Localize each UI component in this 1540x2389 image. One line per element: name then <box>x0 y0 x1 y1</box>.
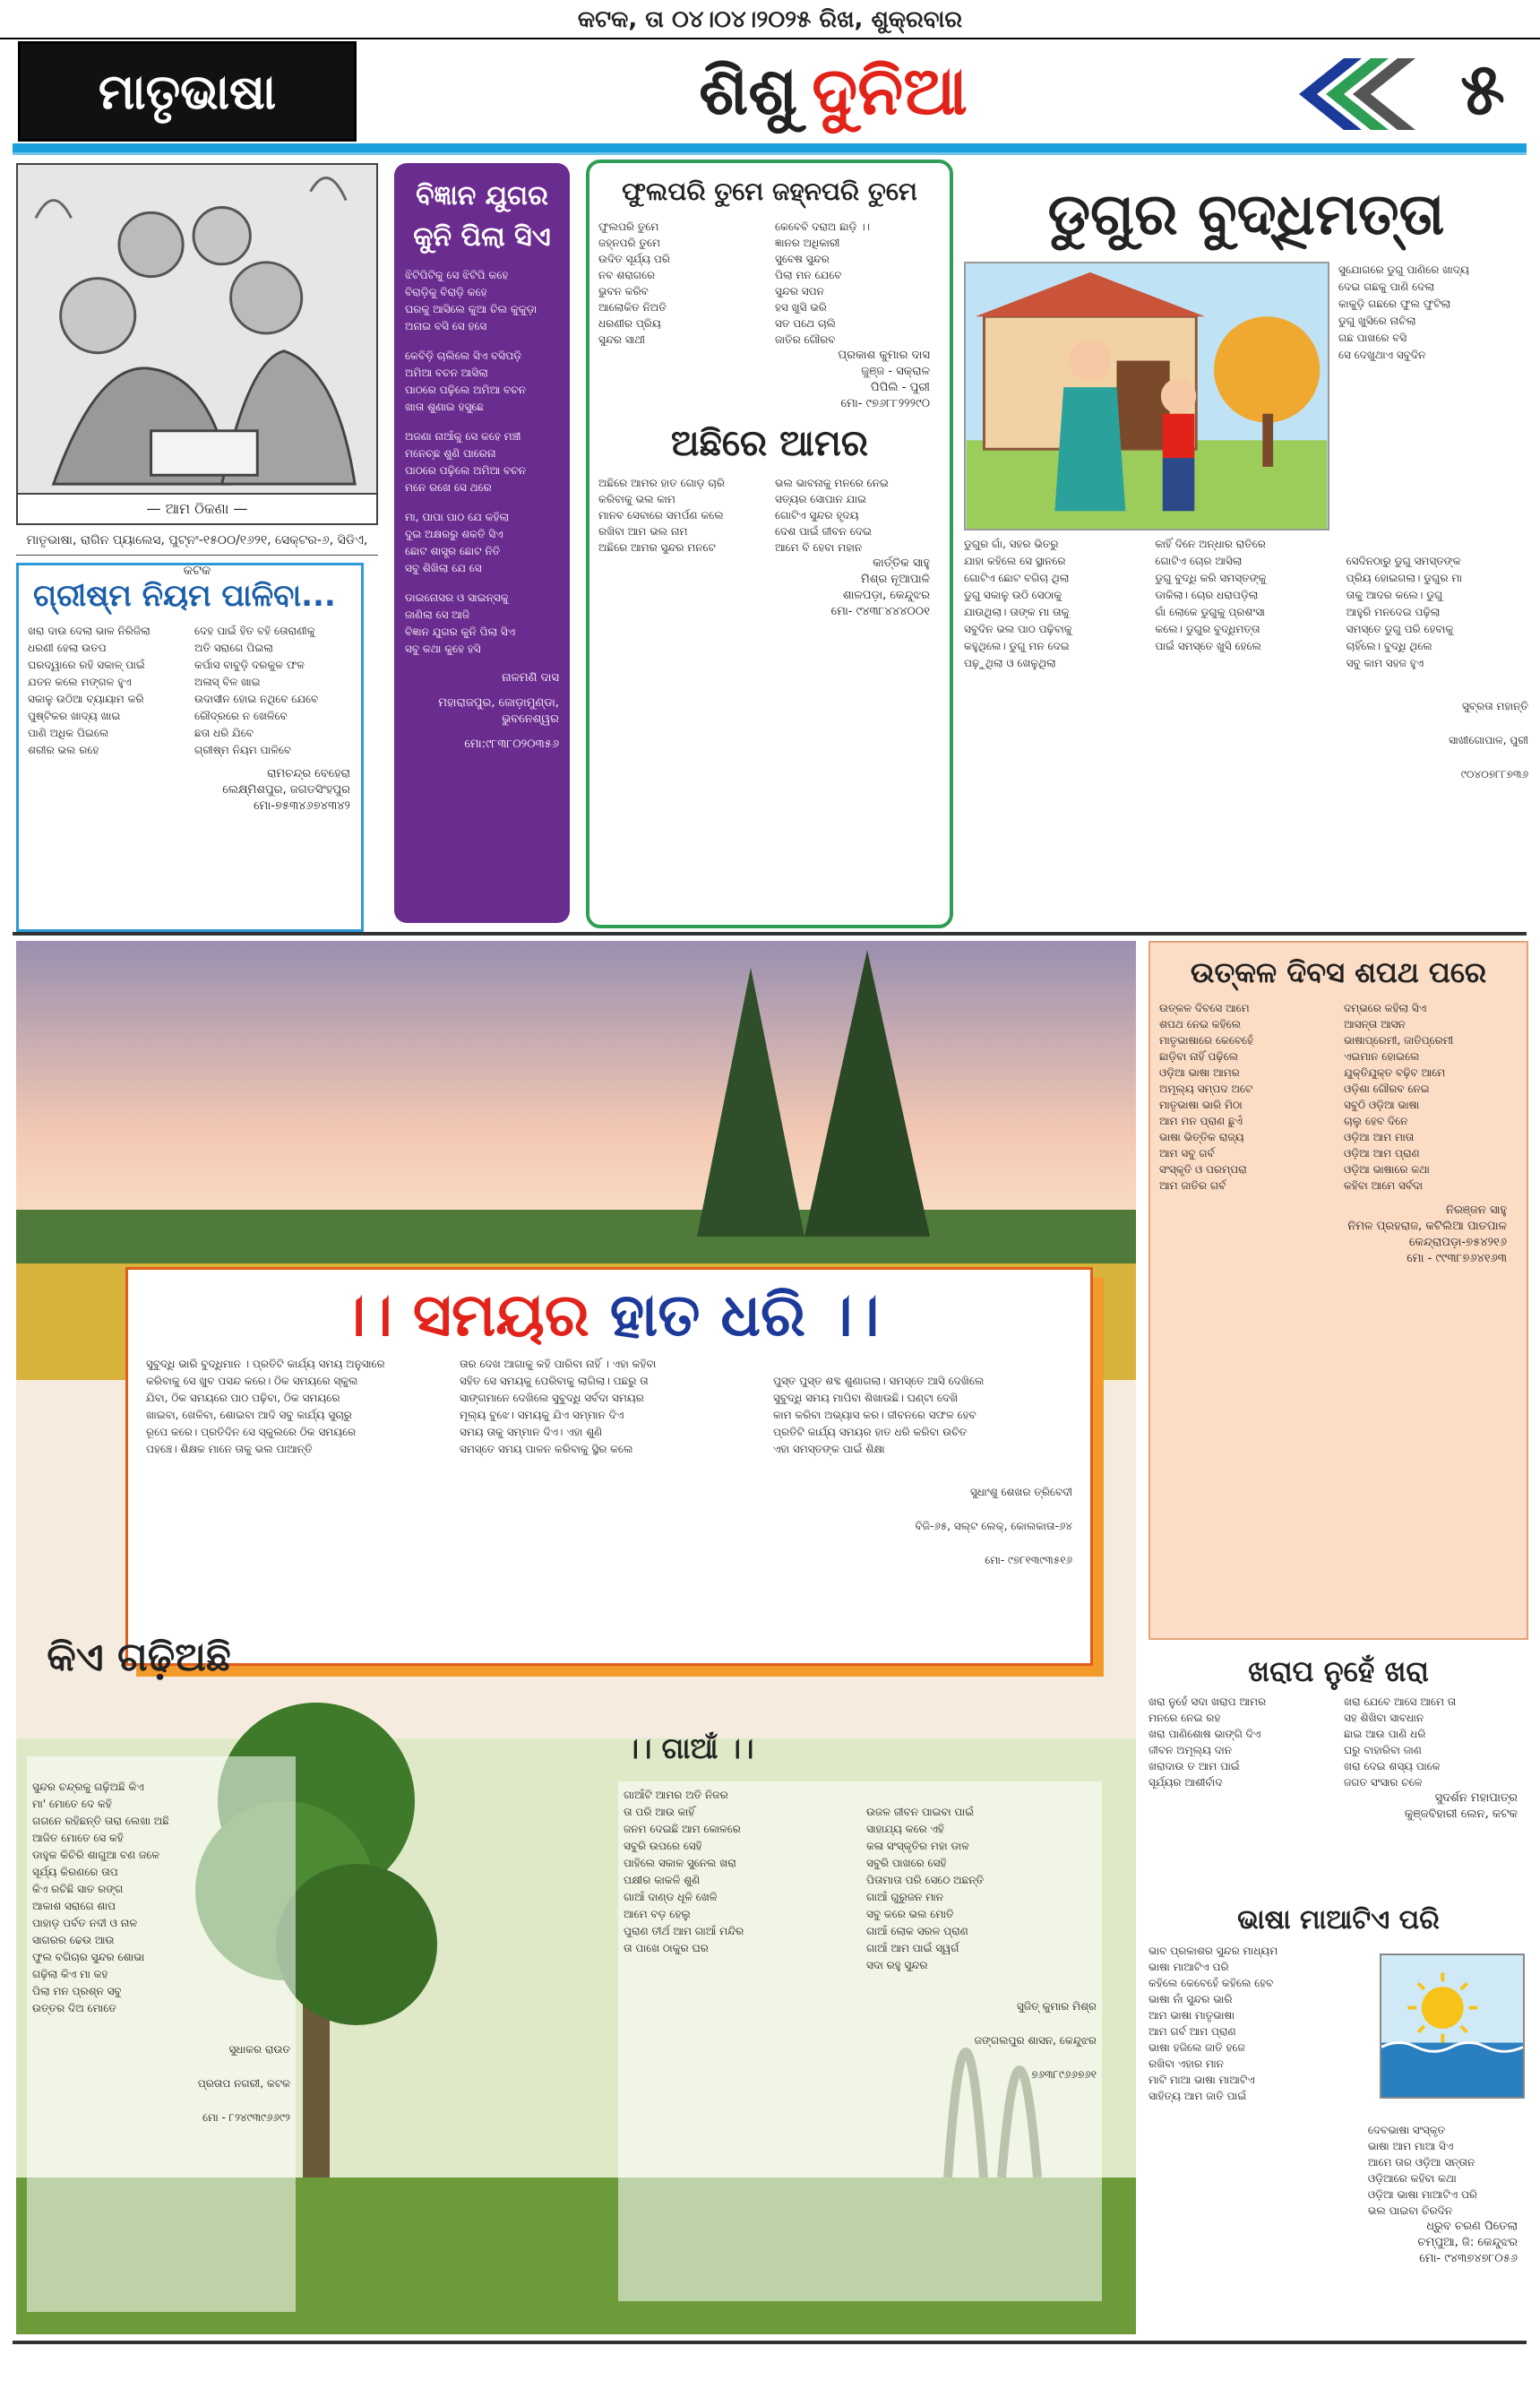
top-divider <box>13 143 1527 152</box>
bhasa-phone: ମୋ- ୯୪୩୭୪୭୮୦୫୬ <box>1419 2252 1518 2265</box>
dugur-phone: ୯୦୪୦୭୮୮୭୩୬ <box>1460 768 1528 781</box>
samaya-phone: ମୋ- ୯୭୮୧୩୯୩୫୧୬ <box>985 1554 1072 1566</box>
gaan-author: ସୁଜିତ୍ କୁମାର ମିଶ୍ର <box>1017 2000 1097 2013</box>
bigyan-stanza-5: ଡାଇନୋସର ଓ ସାଇନ୍ସକୁ ଜାଣିଲା ସେ ଆଜି ବିଜ୍ଞାନ ଯୁଗର କୁନି ପିଲା ସିଏ ସବୁ କଥା କୁହେ ହସି <box>405 591 516 655</box>
bhasa-place: ଚମ୍ପୁଆ, ଜି: କେନ୍ଦୁଝର <box>1417 2236 1518 2249</box>
samaya-title-part-b: ହାତ ଧରି ।। <box>609 1281 880 1350</box>
utkal-place-2: କେନ୍ଦ୍ରାପଡ଼ା-୭୫୪୨୧୬ <box>1408 1236 1507 1249</box>
dugur-col-3-text: ସେଦିନଠାରୁ ଡୁଗୁ ସମସ୍ତଙ୍କ ପ୍ରିୟ ହୋଇଗଲା। ଡୁଗୁର ମା ତାକୁ ଆଦର କଲେ। ଡୁଗୁ ଆହୁରି ମନଦେଇ ପଢ଼ିଲା ସମସ୍ତେ ଡୁଗୁ ପରି ହେବାକୁ ଚାହିଁଲେ। ବୁଦ୍ଧି ଥିଲେ ସବୁ କାମ ସହଜ ହୁଏ <box>1346 555 1462 669</box>
grishma-col-1: ଖରା ଦାଉ ଦେଲା ଭାଳ ନିରିଜିଲା ଧରଣୀ ହେଲା ଉତପ ଘରଦ୍ୱାରେ ରହି ସକାଳ୍ ପାଇଁ ଯତନ କଲେ ମଙ୍ଗଳ ହୁଏ ସକାଳୁ ଉଠିଆ ବ୍ୟାୟାମ କରି ପୁଷ୍ଟିକର ଖାଦ୍ୟ ଖାଇ ପାଣି ଅଧିକ ପିଇଲେ ଶରୀର ଭଲ ରହେ <box>28 625 151 756</box>
bhasa-author: ଧ୍ରୁବ ଚରଣ ପିତେଲା <box>1426 2220 1518 2233</box>
bottom-divider <box>13 2341 1527 2344</box>
mother-child-illustration <box>964 262 1329 530</box>
samaya-col-2: ତାର ଦେଖ ଆଗାକୁ କହି ପାରିବା ନାହିଁ । ଏହା କହିବା ସହିତ ସେ ସମୟକୁ ପେରିବାକୁ ଲାଗିଲା। ପଛରୁ ତା ସାଙ୍ଗମାନେ ଦେଖିଲେ ସୁବୁଦ୍ଧି ସର୍ବଦା ସମୟର ମୂଲ୍ୟ ବୁଝେ। ସମୟକୁ ଯିଏ ସମ୍ମାନ ଦିଏ ସମୟ ତାକୁ ସମ୍ମାନ ଦିଏ। ଏହା ଶୁଣି ସମସ୍ତେ ସମୟ ପାଳନ କରିବାକୁ ସ୍ଥିର କଲେ <box>460 1358 657 1455</box>
bigyan-title: ବିଜ୍ଞାନ ଯୁଗର କୁନି ପିଲା ସିଏ <box>413 180 551 253</box>
grishma-place: ଲେକ୍ଷ୍ମିଶପୁର, ଜଗତସିଂହପୁର <box>222 783 350 797</box>
samaya-title <box>128 1275 1090 1356</box>
dugur-col-3 <box>1346 536 1528 921</box>
phul-col-2: କେବେବି ଦରାଅ ଛାଡ଼ି ।। ଜ୍ଞାନର ଅଧିକାରୀ ସୁବେଷ ସୁନ୍ଦର ପିଲା ମନ ଯେବେ ସୁନ୍ଦର ସପନ ହସ ଖୁସି ଭରି ସତ ପଥେ ଚାଲି ଜାତିର ଗୌରବ <box>775 220 871 346</box>
samaya-title-part-a: ।। ସମୟର <box>339 1281 589 1350</box>
dugur-author: ସୁବ୍ରତା ମହାନ୍ତି <box>1461 700 1528 712</box>
top-divider-thin <box>13 152 1527 155</box>
bigyan-stanza-2: କେବିଡ଼ି ଚାଲିଲେ ସିଏ ବସିପଡ଼ି ଅମିଆ ବଚନ ଆସିଲା ପାଠରେ ପଢ଼ିଲେ ଅମିଆ ବଚନ ଖାତା ଶୁଣାଇ ହସୁଛେ <box>405 349 527 413</box>
section-title <box>618 41 1048 142</box>
kie-poem-title: କିଏ ଗଢ଼ିଅଛି <box>47 1634 231 1680</box>
dugur-col-2: କାହିଁ ଦିନେ ଅନ୍ଧାର ରାତିରେ ଗୋଟିଏ ଚୋର ଆସିଲା ଡୁଗୁ ବୁଦ୍ଧି କରି ସମସ୍ତଙ୍କୁ ଡାକିଲା। ଚୋର ଧରାପଡ଼ିଲା ଗାଁ ଲୋକେ ଡୁଗୁକୁ ପ୍ରଶଂସା କଲେ। ଡୁଗୁର ବୁଦ୍ଧିମତ୍ତା ପାଇଁ ସମସ୍ତେ ଖୁସି ହେଲେ <box>1155 538 1267 652</box>
dugur-place: ସାଖୀଗୋପାଳ, ପୁରୀ <box>1449 734 1528 746</box>
kie-author: ସୁଧାକର ରାଉତ <box>228 2043 290 2056</box>
utkal-col-2: ଦମ୍ଭରେ କହିଲା ସିଏ ଆସନ୍ତା ଆସନ ଭାଷାପ୍ରେମୀ, ଜାତିପ୍ରେମୀ ଏଇମାନ ହୋଇଲେ ଯୁକ୍ତିଯୁକ୍ତ ବଢ଼ିବ ଆମେ ଓଡ଼ିଶା ଗୌରବ ନେଇ ସବୁଠି ଓଡ଼ିଆ ଭାଷା ଚାଲୁ ହେବ ଦିନେ ଓଡ଼ିଆ ଆମ ମାତା ଓଡ଼ିଆ ଆମ ପ୍ରାଣ ଓଡ଼ିଆ ଭାଷାରେ କଥା କହିବା ଆମେ ସର୍ବଦା <box>1344 1002 1454 1192</box>
children-sketch-illustration <box>16 163 378 495</box>
dugur-col-1: ଡୁଗୁର ଗାଁ, ସହର ଭିତରୁ ଯାହା କହିଲେ ସେ ସ୍ଥାନରେ ଗୋଟିଏ ଛୋଟ ବଗିଚା ଥିଲା ଡୁଗୁ ସକାଳୁ ଉଠି ସେଠାକୁ ଯାଉଥିଲା। ତାଙ୍କ ମା ତାକୁ ସବୁଦିନ ଭଲ ପାଠ ପଢ଼ିବାକୁ କହୁଥିଲେ। ଡୁଗୁ ମନ ଦେଇ ପଢ଼ୁଥିଲା ଓ ଖେଳୁଥିଲା <box>964 538 1072 669</box>
chevron-logo-icon <box>1281 54 1424 134</box>
achhire-col-1: ଅଛିରେ ଆମର ହାତ ଗୋଡ଼ ଚାରି କରିବାକୁ ଭଲ କାମ ମାନବ ସେବାରେ ସମର୍ପଣ କଲେ ରଖିବା ଆମ ଭଲ ନାମ ଅଛିରେ ଆମର ସୁନ୍ଦର ମନଟେ <box>598 477 725 554</box>
achhire-title: ଅଛିରେ ଆମର <box>670 423 869 464</box>
dugur-story-body <box>964 536 1528 921</box>
address-caption: — ଆମ ଠିକଣା — <box>16 495 378 525</box>
gaan-place: ଜଙ୍ଗଲପୁର ଶାସନ, କେନ୍ଦୁଝର <box>974 2034 1097 2047</box>
samaya-col-3 <box>773 1356 1072 1586</box>
phul-col-1: ଫୁଲପରି ତୁମେ ଜହ୍ନପରି ତୁମେ ଉଦିତ ସୂର୍ଯ୍ୟ ପରି ନବ ଶରାଗରେ ଭୁବନ କରିବ ଆଲୋକିତ ନିଅତି ଧରଣୀର ପ୍ରିୟ ସୁନ୍ଦର ସାଥୀ <box>598 220 670 346</box>
samaya-col-3-text: ପୁସ୍ତ ପୁସ୍ତ ଶବ୍ଦ ଶୁଣାଗଲା। ସମସ୍ତେ ଆସି ଦେଖିଲେ ସୁବୁଦ୍ଧି ସମୟ ମାପିବା ଶିଖାଉଛି। ଘଣ୍ଟା ଦେଖି କାମ କରିବା ଅଭ୍ୟାସ କର। ଜୀବନରେ ସଫଳ ହେବ ପ୍ରତିଟି କାର୍ଯ୍ୟ ସମୟର ହାତ ଧରି କରିବା ଉଚିତ ଏହା ସମସ୍ତଙ୍କ ପାଇଁ ଶିକ୍ଷା <box>773 1375 985 1455</box>
bigyan-stanza-3: ଅଜଣା ନାଆଁକୁ ସେ କହେ ମଞ୍ଚୀ ମନେଚ୍ଛ ଶୁଣି ପାରେନା ପାଠରେ ପଢ଼ିଲେ ଅମିଆ ବଚନ ମନେ ରଖେ ସେ ଥରେ <box>405 430 527 494</box>
address-text: ମାତୃଭାଷା, ରାଗିନ ପ୍ୟାଲେସ, ପୁଟ୍‌ନଂ-୧୫୦୦/୧୬୨୧, ସେକ୍ଟର-୬, ସିଡିଏ, କଟକ <box>16 525 378 556</box>
section-title-part-b: ଦୁନିଆ <box>812 52 968 130</box>
gaan-phone: ୭୬୩୮୯୬୬୭୬୧ <box>1031 2068 1097 2081</box>
samaya-author: ସୁଧାଂଶୁ ଶେଖର ତ୍ରିବେଦୀ <box>969 1486 1072 1498</box>
phul-place: ଜୁଞ୍ଜ - ସକ୍‌ରାଳ <box>861 365 930 378</box>
bhasa-col-2: ଦେବଭାଷା ସଂସ୍କୃତ ଭାଷା ଆମ ମାଆ ସିଏ ଆମେ ତାର ଓଡ଼ିଆ ସନ୍ତାନ ଓଡ଼ିଆରେ କହିବା କଥା ଓଡ଼ିଆ ଭାଷା ମାଆଟିଏ ପରି ଭଲ ପାଇବା ଚିରଦିନ <box>1367 2124 1478 2217</box>
grishma-phone: ମୋ-୭୫୩୪୬୭୪୩୪୨ <box>254 799 350 813</box>
utkal-col-1: ଉତ୍କଳ ଦିବସେ ଆମେ ଶପଥ ନେଇ କହିଲେ ମାତୃଭାଷାରେ କେବେହେଁ ଛାଡ଼ିବା ନାହିଁ ପଢ଼ିଲେ ଓଡ଼ିଆ ଭାଷା ଆମର ଅମୂଲ୍ୟ ସମ୍ପଦ ଅଟେ ମାତୃଭାଷା ଭାରି ମିଠା ଆମ ମନ ପ୍ରାଣ ଛୁଏଁ ଭାଷା ଭିତ୍ତିକ ରାଜ୍ୟ ଆମ ସବୁ ଗର୍ବ ସଂସ୍କୃତି ଓ ପରମ୍ପରା ଆମ ଜାତିର ଗର୍ବ <box>1159 1002 1254 1192</box>
mid-divider <box>13 932 1527 936</box>
phul-author: ପ୍ରକାଶ କୁମାର ଦାସ <box>838 349 930 362</box>
utkal-poem-box <box>1149 941 1528 1640</box>
masthead-logo: ମାତୃଭାଷା <box>18 41 357 142</box>
grishma-poem-box <box>16 563 364 932</box>
gaan-col-2-text: ଉଜଳ ଜୀବନ ପାଇବା ପାଇଁ ସାହାଯ୍ୟ କରେ ଏହି କଳା ସଂସ୍କୃତିର ମହା ଡାଳ ସବୁରି ପାଖରେ ସେହି ପିତାମାତା ପରି ସେଠେ ଅଛନ୍ତି ଗାଆଁ ଗୁରୁଜନ ମାନ ସବୁ କରେ ଭଲ ମୋତି ଗାଆଁ ଲୋକ ସରଳ ପ୍ରାଣ ଗାଆଁ ଆମ ପାଇଁ ସ୍ୱର୍ଗ ସଦା ରହୁ ସୁନ୍ଦର <box>866 1806 985 1971</box>
page-number: ୫ <box>1460 47 1505 131</box>
gaan-col-2 <box>866 1787 1097 2296</box>
bhasa-col-1: ଭାବ ପ୍ରକାଶର ସୁନ୍ଦର ମାଧ୍ୟମ ଭାଷା ମାଆଟିଏ ପରି କହିଲେ କେବେହେଁ କହିଲେ ହେବ ଭାଷା ନାଁ ସୁନ୍ଦର ଭାରି ଆମ ଭାଷା ମାତୃଭାଷା ଆମ ଗର୍ବ ଆମ ପ୍ରାଣ ଭାଷା ହଜିଲେ ଜାତି ହଜେ ରଖିବା ଏହାର ମାନ ମାଟି ମାଆ ଭାଷା ମାଆଟିଏ ସାହିତ୍ୟ ଆମ ଜାତି ପାଇଁ <box>1149 1945 1278 2102</box>
dateline: କଟକ, ତା ୦୪।୦୪।୨୦୨୫ ରିଖ, ଶୁକ୍ରବାର <box>0 0 1540 39</box>
bigyan-stanza-1: ଝିଟିପିଟିକୁ ସେ ଝିଟିପି କହେ ବିରାଡ଼ିକୁ ବିରାଡ଼ି କହେ ଘରକୁ ଆସିଲେ କୁଆ ଚିଲ କୁକୁଡ଼ା ଅନାଇ ବସି ସେ ହସେ <box>405 269 538 332</box>
bhasa-title: ଭାଷା ମାଆଟିଏ ପରି <box>1237 1904 1440 1936</box>
samaya-col-1: ସୁବୁଦ୍ଧି ଭାରି ବୁଦ୍ଧିମାନ । ପ୍ରତିଟି କାର୍ଯ୍ୟ ସମୟ ଅନୁସାରେ କରିବାକୁ ସେ ଖୁବ ପସନ୍ଦ କରେ। ଠିକ ସମୟରେ ସ୍କୁଲ ଯିବା, ଠିକ ସମୟରେ ପାଠ ପଢ଼ିବା, ଠିକ ସମୟରେ ଖାଇବା, ଖେଳିବା, ଶୋଇବା ଆଦି ସବୁ କାର୍ଯ୍ୟ ସୁଚାରୁ ରୂପେ କରେ। ପ୍ରତିଦିନ ସେ ସ୍କୁଲରେ ଠିକ ସମୟରେ ପହଞ୍ଚେ। ଶିକ୍ଷକ ମାନେ ତାକୁ ଭଲ ପାଆନ୍ତି <box>146 1358 385 1455</box>
utkal-place: ନିମଳ ପ୍ରହରାଜ, କଟିଲିଆ ପାତପାଳ <box>1347 1220 1507 1233</box>
gaan-poem-title: ।। ଗାଆଁ ।। <box>625 1731 754 1765</box>
achhire-phone: ମୋ- ୯୪୩୮୪୪୪୦୦୧ <box>830 605 930 618</box>
phul-poem-box <box>586 160 953 928</box>
kie-phone: ମୋ - ୮୨୪୯୩୯୬୬୯୨ <box>202 2111 290 2124</box>
achhire-col-2: ଭଲ ଭାବନାକୁ ମନରେ ନେଇ ସତ୍ୟର ସୋପାନ ଯାଇ ଗୋଟିଏ ସୁନ୍ଦର ହୃଦୟ ଦେଶ ପାଇଁ ଜୀବନ ଦେଇ ଆମେ ବି ହେବା ମହାନ <box>775 477 889 554</box>
utkal-title: ଉତ୍କଳ ଦିବସ ଶପଥ ପରେ <box>1190 955 1487 989</box>
bigyan-poem-box <box>394 163 570 923</box>
kie-poem-body <box>27 1756 296 2312</box>
kharap-col-2: ଖରା ଯେବେ ଆସେ ଆମେ ତା ସହ ଶିଖିବା ସାବଧାନ ଛାଇ ଆଉ ପାଣି ଧରି ଘରୁ ବାହାରିବା ଜାଣ ଖରା ଦେଇ ଶସ୍ୟ ପାକେ ଜଗତ ସଂସାର ଚଳେ <box>1344 1695 1457 1789</box>
kharap-author: ସୁଦର୍ଶନ ମହାପାତ୍ର <box>1434 1791 1518 1805</box>
bigyan-author: ନାଳମଣି ଦାସ <box>502 671 559 685</box>
achhire-place: ମିଶ୍ର ନୂଆପାଳି <box>861 573 930 586</box>
phul-phone: ମୋ- ୯୭୬୮୮୨୨୨୯୦ <box>840 397 930 410</box>
grishma-col-2: ଦେହ ପାଇଁ ହିତ ବହି ତୋରାଣୀକୁ ଅତି ସରାଗେ ପିଇଲା କର୍ପାସ ବାବୁଡ଼ି ଦରକୁଳ ଫଳ ଅଳାସ୍ ବିଳ ଖାଇ ଉଦାସୀନ ହୋଇ ନଥିବେ ଯେବେ ରୌଦ୍ରରେ ନ ଖେଳିବେ ଛତା ଧରି ଯିବେ ଗ୍ରୀଷ୍ମ ନିୟମ ପାଳିବେ <box>194 625 319 756</box>
achhire-place-2: ଶାଳପଡ଼ା, କେନ୍ଦୁଝର <box>842 589 930 602</box>
kie-poem-text: ସୁନ୍ଦର ଚନ୍ଦ୍ରକୁ ଗଢ଼ିଅଛି କିଏ ମା' ମୋତେ ଦେ କହି ଗଗନେ ରହିଛନ୍ତି ତାରା ଲେଖା ଅଛି ଆଜିତ ମୋତେ ସେ କହି ଡାହୁକ କିଚିରି ଶାଗୁଆ ବଣ ଜଳେ ସୂର୍ଯ୍ୟ କିରଣରେ ତାପ କିଏ ରଚିଛି ସାତ ରଙ୍ଗ ଆକାଶ ସରାଗେ ଶାପ ପାହାଡ଼ ପର୍ବତ ନଦୀ ଓ ନାଳ ସାଗରର ଢେଉ ଆଉ ଫୁଲ ବଗିଚାର ସୁନ୍ଦର ଶୋଭା ଗଢ଼ିଲା କିଏ ମା କହ ପିଲା ମନ ପ୍ରଶ୍ନ ସବୁ ଉତ୍ତର ଦିଅ ମୋତେ <box>32 1781 169 2014</box>
samaya-story-box <box>125 1267 1093 1666</box>
kharap-poem-box <box>1149 1649 1528 1891</box>
utkal-phone: ମୋ - ୯୯୩୮୭୬୪୧୬୩ <box>1407 1252 1507 1265</box>
grishma-author: ରାମଚନ୍ଦ୍ର ବେହେରା <box>267 767 350 781</box>
dugur-story-title: ଡୁଗୁର ବୁଦ୍ଧିମତ୍ତା <box>1047 182 1445 248</box>
bigyan-phone: ମୋ:୯୮୩୮୦୨୦୩୫୬ <box>464 737 559 751</box>
sun-sea-icon <box>1380 1953 1525 2099</box>
phul-place-2: ପିପିଲି - ପୁରୀ <box>870 381 930 394</box>
utkal-author: ନିରଞ୍ଜନ ସାହୁ <box>1445 1203 1507 1217</box>
dugur-side-text: ସୁଯୋଗରେ ଡୁଗୁ ପାଣିରେ ଖାଦ୍ୟ ଦେଇ ଗଛକୁ ପାଣି ଦେଲା କାକୁଡ଼ି ଗଛରେ ଫୁଲ ଫୁଟିଲା ଡୁଗୁ ଖୁସିରେ ନାଚିଲା ଗଛ ପାଖରେ ବସି ସେ ଦେଖୁଥାଏ ସବୁଦିନ <box>1338 263 1469 361</box>
kharap-col-1: ଖରା ନୁହେଁ ସଦା ଖରାପ ଆମର ମନରେ ନେଇ ରହ ଖରା ପାଣିଶୋଷ ଭାଙ୍ଗି ଦିଏ ଜୀବନ ଅମୂଲ୍ୟ ଦାନ ଖରାଦାଉ ତ ଆମ ପାଇଁ ସୂର୍ଯ୍ୟର ଆଶୀର୍ବାଦ <box>1149 1695 1267 1789</box>
grishma-title: ଗ୍ରୀଷ୍ମ ନିୟମ ପାଳିବା... <box>33 578 336 614</box>
gaan-col-1: ଗାଆଁଟି ଆମର ଅତି ନିଜର ତା ପରି ଆଉ କାହିଁ ଜନମ ଦେଇଛି ଆମ କୋଳରେ ସବୁରି ଉପରେ ସେହି ପାହିଲେ ସକାଳ ସୁନେଲ ଖରା ପକ୍ଷୀର କାକଳି ଶୁଣି ଗାଆଁ ଦାଣ୍ଡ ଧୂଳି ଖେଳି ଆମେ ବଡ଼ ହେଲୁ ପୁରାଣ ତୀର୍ଥ ଆମ ଗାଆଁ ମନ୍ଦିର ତା ପାଖେ ଠାକୁର ଘର <box>624 1789 744 1954</box>
kie-place: ପ୍ରତାପ ନଗରୀ, କଟକ <box>197 2077 290 2090</box>
samaya-place: ବିଜି-୬୫, ସଲ୍ଟ ଲେକ୍, କୋଲକାତା-୬୪ <box>915 1520 1072 1532</box>
gaan-poem-body <box>618 1781 1102 2301</box>
section-title-part-a: ଶିଶୁ <box>699 52 798 130</box>
bigyan-stanza-4: ମା, ପାପା ପାଠ ଯେ କହିଲା ଦୁଇ ଅକ୍ଷରରୁ ଶକତି ସିଏ ଛୋଟ ଶାସ୍ତ୍ର ଛୋଟ ନିତି ସବୁ ଶିଖିଲା ଯେ ସେ <box>405 511 510 574</box>
bigyan-place: ମହାରାଜପୁର, ଜୋଡ଼ାମୁଣ୍ଡା, ଭୁବନେଶ୍ୱର <box>438 696 559 726</box>
kharap-place: କୁଞ୍ଜବିହାରୀ ଲେନ, କଟକ <box>1404 1807 1518 1821</box>
phul-title: ଫୁଲପରି ତୁମେ ଜହ୍ନପରି ତୁମେ <box>622 177 917 206</box>
achhire-author: କାର୍ତ୍ତିକ ସାହୁ <box>873 556 930 570</box>
kharap-title: ଖରାପ ନୁହେଁ ଖରା <box>1248 1654 1429 1688</box>
